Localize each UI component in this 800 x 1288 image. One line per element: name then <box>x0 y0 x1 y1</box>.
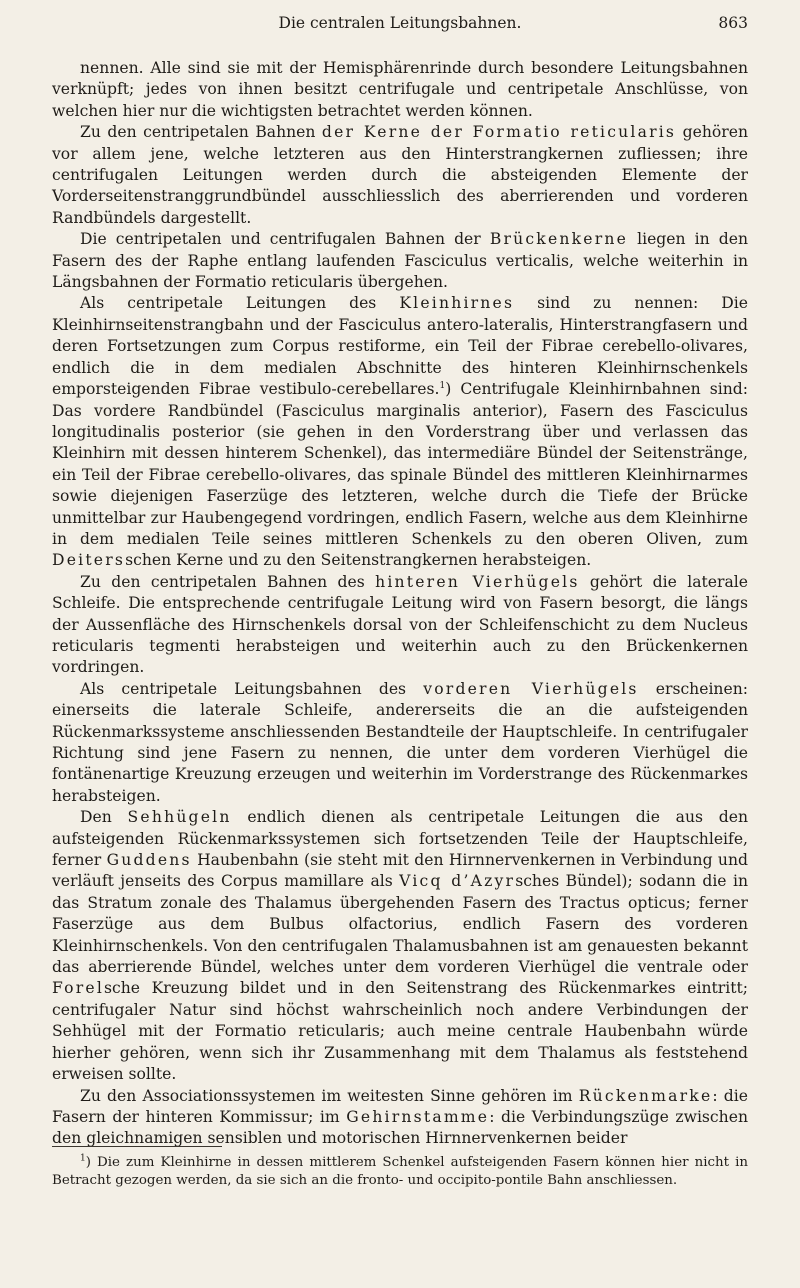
emphasized-term: der Kerne der Formatio reticularis <box>321 123 677 142</box>
emphasized-term: Gehirnstamme <box>346 1107 490 1126</box>
footnote-text: ) Die zum Kleinhirne in dessen mittlerem Schenkel aufsteigenden Fasern können hier nicht in Betracht gezogen werden, da sie sich an die fronto- und occipito-pontile Bahn anschliessen. <box>52 1155 748 1189</box>
emphasized-term: hinteren Vierhügels <box>375 572 580 591</box>
text-run: sind zu nennen: Die Kleinhirnseitenstrangbahn und der Fasciculus antero-lateralis, Hinterstrangfasern und deren Fortsetzungen zum Corpus restiforme, ein Teil der Fibrae cerebello-olivares, endlich die in dem medialen Abschnitte des hinteren Kleinhirnschenkels emporsteigenden Fibrae vestibulo-cerebellares. <box>52 294 749 399</box>
text-run: sches Bündel); sodann die in das Stratum zonale des Thalamus übergehenden Fasern des Tractus opticus; ferner Faserzüge aus dem Bulbus olfactorius, endlich Fasern des vorderen Kleinhirnschenkels. Von den centrifugalen Thalamusbahnen ist am genauesten bekannt das aberrierende Bündel, welches unter dem vorderen Vierhügel die ventrale oder <box>52 872 748 977</box>
text-run: schen Kerne und zu den Seitenstrangkernen herabsteigen. <box>125 551 592 570</box>
emphasized-term: vorderen Vierhügels <box>423 679 639 698</box>
text-run: gehören vor allem jene, welche letzteren aus den Hinterstrangkernen zufliessen; ihre centrifugalen Leitungen werden durch die absteigenden Elemente der Vorderseitenstranggrundbündel ausschliesslich des aberrierenden und vorderen Randbündels dargestellt. <box>52 123 748 227</box>
paragraph-6 <box>52 679 748 807</box>
text-run: ) Centrifugale Kleinhirnbahnen sind: Das vordere Randbündel (Fasciculus marginalis anterior), Fasern des Fasciculus longitudinalis posterior (sie gehen in den Vorderstrang über und verlassen das Kleinhirn mit dessen hinterem Schenkel), das intermediäre Bündel der Seitenstränge, ein Teil der Fibrae cerebello-olivares, das spinale Bündel des mittleren Kleinhirnarmes sowie diejenigen Faserzüge des letzteren, welche durch die Tiefe der Brücke unmittelbar zur Haubengegend vordringen, endlich Fasern, welche aus dem Kleinhirne in dem medialen Teile seines mittleren Schenkels zu den oberen Oliven, zum <box>52 380 748 548</box>
body-text <box>52 58 748 1150</box>
footnote-marker: 1 <box>80 1153 86 1164</box>
paragraph-4 <box>52 293 748 571</box>
footnote <box>52 1154 748 1190</box>
text-run: liegen in den Fasern des der Raphe entlang laufenden Fasciculus verticalis, welche weiterhin in Längsbahnen der Formatio reticularis übergehen. <box>52 230 748 292</box>
author-name: Deiters <box>52 551 126 570</box>
text-run: : die Verbindungszüge zwischen den gleichnamigen sensiblen und motorischen Hirnnervenkernen beider <box>52 1107 748 1148</box>
text-run: endlich dienen als centripetale Leitungen die aus den aufsteigenden Rückenmarkssystemen sich fortsetzenden Teile der Hauptschleife, ferner <box>52 808 748 870</box>
paragraph-2 <box>52 122 748 229</box>
paragraph-3 <box>52 229 748 293</box>
text-run: : die Fasern der hinteren Kommissur; im <box>52 1086 748 1126</box>
emphasized-term: Brückenkerne <box>489 230 629 249</box>
paragraph-1 <box>52 58 748 122</box>
book-page <box>52 0 748 1288</box>
text-run: Haubenbahn (sie steht mit den Hirnnervenkernen in Verbindung und verläuft jenseits des Corpus mamillare als <box>52 851 748 891</box>
emphasized-term: Kleinhirnes <box>399 294 515 313</box>
running-title: Die centralen Leitungsbahnen. <box>278 14 522 32</box>
text-run: sche Kreuzung bildet und in den Seitenstrang des Rückenmarkes eintritt; centrifugaler Natur sind höchst wahrscheinlich noch andere Verbindungen der Sehhügel mit der Formatio reticularis; auch meine centrale Haubenbahn würde hierher gehören, wenn sich ihr Zusammenhang mit dem Thalamus als feststehend erweisen sollte. <box>52 979 748 1084</box>
author-name: Vicq d’Azyr <box>399 872 516 891</box>
text-run: Die centripetalen und centrifugalen Bahnen der <box>80 230 490 249</box>
paragraph-7 <box>52 807 748 1085</box>
text-run: Zu den Associationssystemen im weitesten Sinne gehören im <box>80 1086 579 1105</box>
emphasized-term: Sehhügeln <box>127 808 232 827</box>
text-run: Als centripetale Leitungsbahnen des <box>80 679 424 698</box>
text-run: gehört die laterale Schleife. Die entsprechende centrifugale Leitung wird von Fasern besorgt, die längs der Aussenfläche des Hirnschenkels dorsal von der Schleifenschicht zu dem Nucleus reticularis tegmenti herabsteigen und weiterhin auch zu den Brückenkernen vordringen. <box>52 572 748 677</box>
text-run: Den <box>80 808 128 827</box>
footnote-reference: 1 <box>439 380 446 391</box>
author-name: Forel <box>52 979 105 998</box>
text-run: Als centripetale Leitungen des <box>80 294 400 313</box>
text-run: erscheinen: einerseits die laterale Schleife, andererseits die an die aufsteigenden Rückenmarkssysteme anschliessenden Bestandteile der Hauptschleife. In centrifugaler Richtung sind jene Fasern zu nennen, die unter dem vorderen Vierhügel die fontänenartige Kreuzung erzeugen und weiterhin im Vorderstrange des Rückenmarkes herabsteigen. <box>52 679 749 805</box>
text-run: Zu den centripetalen Bahnen des <box>80 572 376 591</box>
text-run: Zu den centripetalen Bahnen <box>80 123 322 142</box>
emphasized-term: Rückenmarke <box>578 1086 713 1105</box>
author-name: Guddens <box>106 851 192 870</box>
paragraph-5 <box>52 572 748 679</box>
footnote-divider <box>52 1146 222 1147</box>
running-head <box>52 10 748 36</box>
page-number: 863 <box>718 14 748 32</box>
text-run: nennen. Alle sind sie mit der Hemisphärenrinde durch besondere Leitungsbahnen verknüpft; jedes von ihnen besitzt centrifugale und centripetale Anschlüsse, von welchen hier nur die wichtigsten betrachtet werden können. <box>52 59 748 120</box>
paragraph-8 <box>52 1086 748 1150</box>
